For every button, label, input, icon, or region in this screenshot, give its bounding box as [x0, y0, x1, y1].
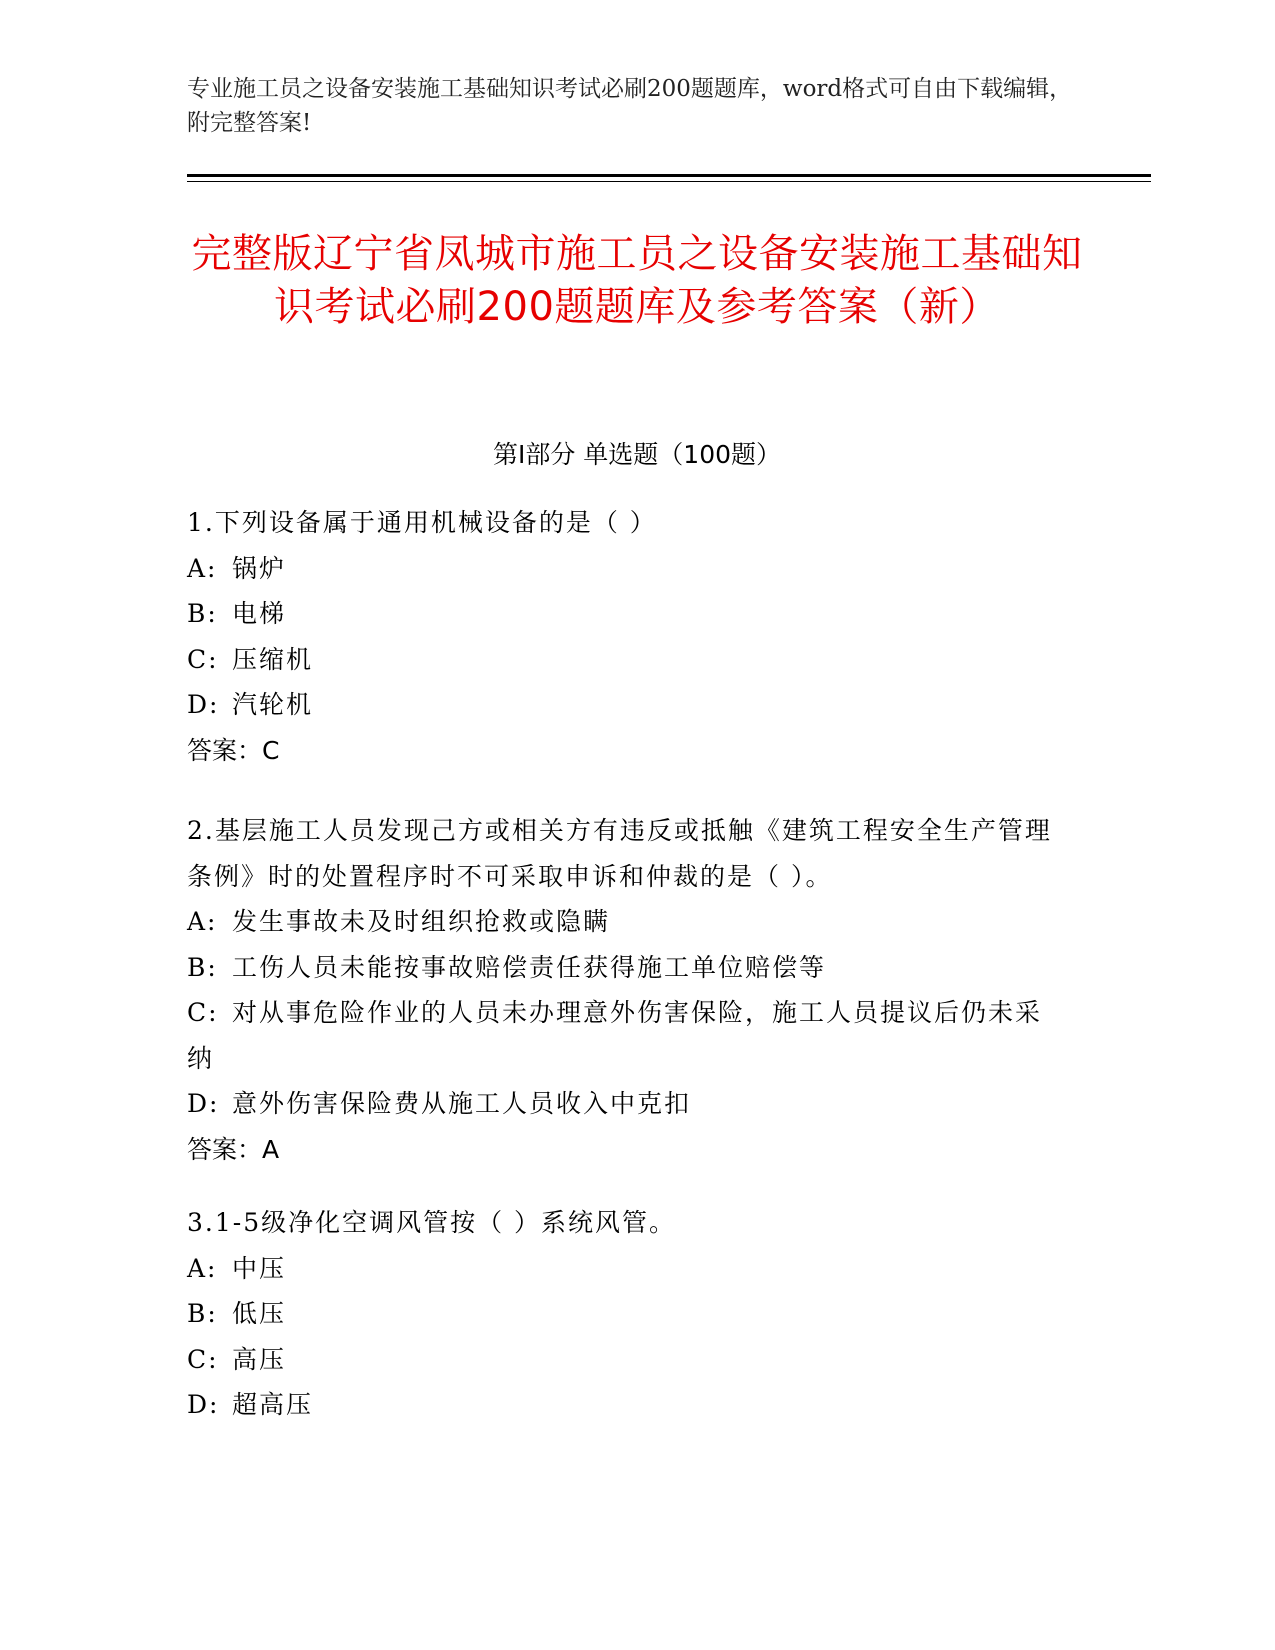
header-note: 专业施工员之设备安装施工基础知识考试必刷200题题库，word格式可自由下载编辑，附完整答案! [187, 76, 1073, 136]
document-title: 完整版辽宁省凤城市施工员之设备安装施工基础知识考试必刷200题题库及参考答案（新） [191, 231, 1083, 330]
option-c [187, 1337, 1067, 1383]
option-text: 汽轮机 [232, 690, 314, 719]
option-c [187, 990, 1067, 1081]
question-stem: 1.下列设备属于通用机械设备的是（ ） [187, 508, 657, 537]
option-label: D: [187, 690, 220, 719]
option-d [187, 1382, 1067, 1428]
option-a [187, 546, 1067, 592]
option-text: 中压 [232, 1253, 287, 1283]
answer: 答案：C [187, 735, 280, 765]
option-label: B: [187, 952, 218, 982]
option-text: 电梯 [232, 599, 287, 628]
header-rule-thin [187, 181, 1151, 182]
question-1 [187, 500, 1067, 773]
option-label: A: [187, 1253, 218, 1283]
answer: 答案：A [187, 1134, 280, 1164]
option-text: 对从事危险作业的人员未办理意外伤害保险，施工人员提议后仍未采纳 [187, 998, 1043, 1073]
option-a [187, 1246, 1067, 1292]
question-stem: 3.1-5级净化空调风管按（ ）系统风管。 [187, 1208, 677, 1237]
option-text: 锅炉 [232, 553, 287, 583]
option-text: 发生事故未及时组织抢救或隐瞒 [232, 907, 611, 936]
option-label: B: [187, 599, 218, 628]
option-c [187, 637, 1067, 683]
option-label: D: [187, 1089, 220, 1118]
option-b [187, 1291, 1067, 1337]
option-label: A: [187, 553, 218, 583]
option-d [187, 682, 1067, 728]
question-3 [187, 1200, 1067, 1428]
option-text: 低压 [232, 1299, 287, 1328]
option-text: 压缩机 [232, 644, 314, 674]
option-text: 工伤人员未能按事故赔偿责任获得施工单位赔偿等 [232, 952, 827, 982]
option-b [187, 591, 1067, 637]
option-text: 意外伤害保险费从施工人员收入中克扣 [232, 1089, 692, 1118]
option-text: 超高压 [232, 1390, 314, 1419]
option-a [187, 899, 1067, 945]
option-label: A: [187, 907, 218, 936]
header-rule-thick [187, 174, 1151, 177]
option-label: C: [187, 1344, 219, 1374]
option-d [187, 1081, 1067, 1127]
question-stem: 2.基层施工人员发现己方或相关方有违反或抵触《建筑工程安全生产管理条例》时的处置程序时不可采取申诉和仲裁的是（ ）。 [187, 816, 1052, 891]
option-label: C: [187, 644, 219, 674]
option-label: C: [187, 998, 219, 1027]
option-b [187, 945, 1067, 991]
option-text: 高压 [232, 1344, 287, 1374]
question-2 [187, 808, 1067, 1172]
option-label: B: [187, 1299, 218, 1328]
section-title: 第Ⅰ部分 单选题（100题） [492, 440, 782, 469]
option-label: D: [187, 1390, 220, 1419]
